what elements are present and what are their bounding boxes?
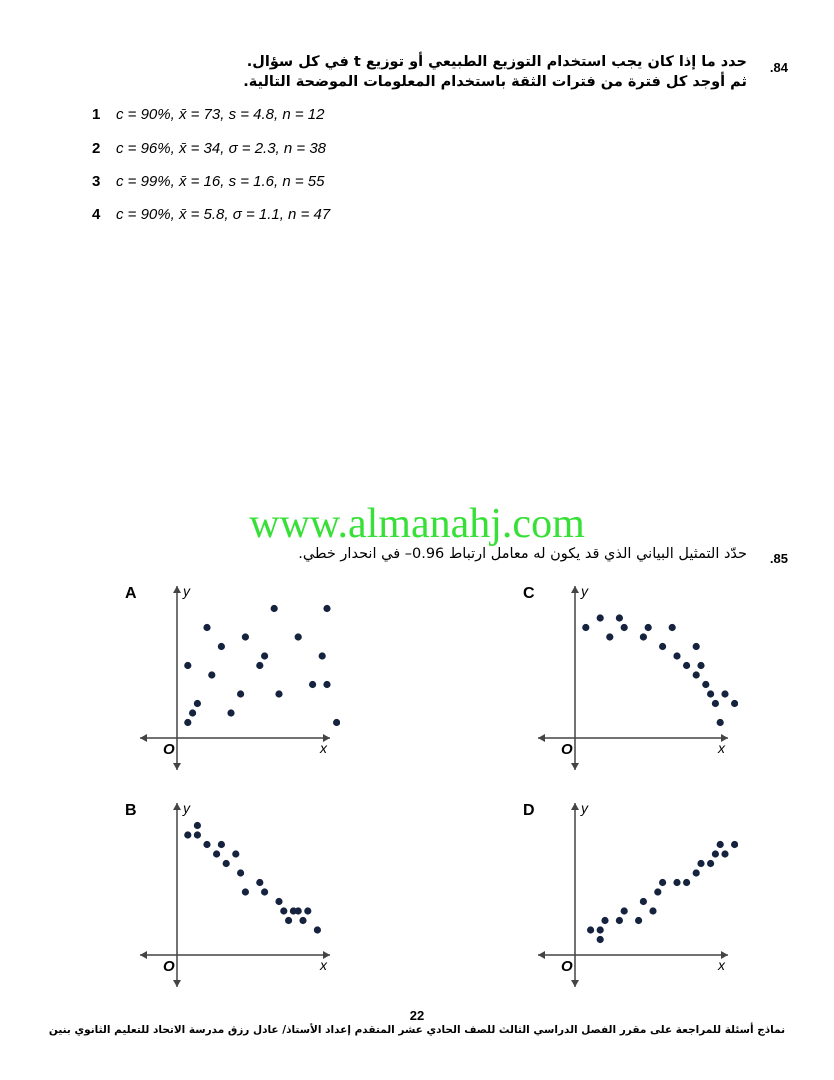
- y-axis-label: y: [581, 800, 588, 816]
- data-point: [194, 822, 201, 829]
- data-point: [323, 605, 330, 612]
- data-point: [184, 831, 191, 838]
- data-point: [693, 869, 700, 876]
- data-point: [587, 926, 594, 933]
- data-point: [189, 709, 196, 716]
- item-formula: c = 96%, x̄ = 34, σ = 2.3, n = 38: [116, 140, 327, 157]
- data-point: [299, 917, 306, 924]
- plot-svg: [518, 578, 738, 778]
- origin-label: O: [163, 958, 175, 975]
- data-point: [227, 709, 234, 716]
- y-axis-arrow-down: [173, 980, 181, 987]
- y-axis-label: y: [183, 583, 190, 599]
- question-85-number: .85: [769, 551, 788, 566]
- data-point: [597, 926, 604, 933]
- data-point: [731, 841, 738, 848]
- scatter-plot-c[interactable]: [518, 578, 738, 778]
- data-point: [203, 841, 210, 848]
- x-axis-label: x: [320, 957, 327, 973]
- plot-label: B: [125, 802, 137, 819]
- data-point: [721, 850, 728, 857]
- y-axis-arrow-up: [571, 803, 579, 810]
- y-axis-arrow-down: [571, 980, 579, 987]
- x-axis-arrow-left: [140, 734, 147, 742]
- data-point: [697, 860, 704, 867]
- scatter-plot-d[interactable]: [518, 795, 738, 995]
- origin-label: O: [163, 741, 175, 758]
- data-point: [635, 917, 642, 924]
- data-point: [717, 841, 724, 848]
- question-85-text: حدّد التمثيل البياني الذي قد يكون له معامل ارتباط 0.96– في انحدار خطي.: [298, 546, 747, 562]
- data-point: [203, 624, 210, 631]
- data-point: [693, 671, 700, 678]
- data-point: [640, 633, 647, 640]
- data-point: [707, 690, 714, 697]
- data-point: [194, 700, 201, 707]
- data-point: [659, 879, 666, 886]
- origin-label: O: [561, 958, 573, 975]
- data-point: [621, 624, 628, 631]
- data-point: [654, 888, 661, 895]
- y-axis-arrow-up: [173, 586, 181, 593]
- data-point: [683, 662, 690, 669]
- plot-label: C: [523, 585, 535, 602]
- watermark: www.almanahj.com: [249, 501, 585, 547]
- item-number: 1: [92, 106, 101, 123]
- data-point: [242, 888, 249, 895]
- item-number: 3: [92, 173, 101, 190]
- scatter-plot-b[interactable]: [120, 795, 340, 995]
- data-point: [683, 879, 690, 886]
- origin-label: O: [561, 741, 573, 758]
- question-84-number: .84: [769, 60, 788, 75]
- x-axis-label: x: [718, 957, 725, 973]
- data-point: [319, 652, 326, 659]
- data-point: [237, 690, 244, 697]
- question-84-text: [127, 52, 747, 92]
- list-item: [92, 206, 330, 223]
- data-point: [295, 633, 302, 640]
- data-point: [673, 652, 680, 659]
- data-point: [702, 681, 709, 688]
- plot-label: D: [523, 802, 535, 819]
- x-axis-arrow-left: [538, 951, 545, 959]
- data-point: [194, 831, 201, 838]
- data-point: [223, 860, 230, 867]
- data-point: [621, 907, 628, 914]
- item-formula: c = 99%, x̄ = 16, s = 1.6, n = 55: [116, 173, 325, 190]
- data-point: [314, 926, 321, 933]
- y-axis-arrow-up: [571, 586, 579, 593]
- data-point: [601, 917, 608, 924]
- page-number: 22: [409, 1008, 425, 1023]
- data-point: [582, 624, 589, 631]
- data-point: [237, 869, 244, 876]
- list-item: [92, 140, 326, 157]
- footer-text: نماذج أسئلة للمراجعة على مقرر الفصل الدراسي الثالث للصف الحادي عشر المتقدم إعداد الأستاذ/ عادل رزق مدرسة الاتحاد للتعليم الثانوي بنين: [48, 1024, 786, 1036]
- data-point: [242, 633, 249, 640]
- data-point: [333, 719, 340, 726]
- plot-svg: [518, 795, 738, 995]
- data-point: [707, 860, 714, 867]
- plot-svg: [120, 578, 340, 778]
- question-84-line2: ثم أوجد كل فترة من فترات الثقة باستخدام المعلومات الموضحة التالية.: [243, 74, 747, 90]
- data-point: [606, 633, 613, 640]
- x-axis-label: x: [718, 740, 725, 756]
- y-axis-arrow-down: [571, 763, 579, 770]
- data-point: [280, 907, 287, 914]
- data-point: [673, 879, 680, 886]
- data-point: [184, 719, 191, 726]
- data-point: [218, 643, 225, 650]
- list-item: [92, 106, 324, 123]
- data-point: [645, 624, 652, 631]
- data-point: [616, 917, 623, 924]
- data-point: [721, 690, 728, 697]
- data-point: [271, 605, 278, 612]
- data-point: [697, 662, 704, 669]
- data-point: [208, 671, 215, 678]
- data-point: [693, 643, 700, 650]
- plot-label: A: [125, 585, 137, 602]
- data-point: [640, 898, 647, 905]
- item-number: 2: [92, 140, 101, 157]
- data-point: [712, 850, 719, 857]
- data-point: [717, 719, 724, 726]
- y-axis-label: y: [581, 583, 588, 599]
- data-point: [669, 624, 676, 631]
- scatter-plot-a[interactable]: [120, 578, 340, 778]
- data-point: [731, 700, 738, 707]
- data-point: [295, 907, 302, 914]
- data-point: [712, 700, 719, 707]
- data-point: [309, 681, 316, 688]
- data-point: [597, 936, 604, 943]
- question-84-line1: حدد ما إذا كان يجب استخدام التوزيع الطبيعي أو توزيع t في كل سؤال.: [246, 54, 747, 70]
- plot-svg: [120, 795, 340, 995]
- y-axis-arrow-up: [173, 803, 181, 810]
- x-axis-arrow-left: [140, 951, 147, 959]
- data-point: [213, 850, 220, 857]
- data-point: [218, 841, 225, 848]
- y-axis-arrow-down: [173, 763, 181, 770]
- data-point: [256, 662, 263, 669]
- data-point: [232, 850, 239, 857]
- data-point: [597, 614, 604, 621]
- item-formula: c = 90%, x̄ = 5.8, σ = 1.1, n = 47: [116, 206, 331, 223]
- data-point: [659, 643, 666, 650]
- data-point: [304, 907, 311, 914]
- data-point: [649, 907, 656, 914]
- item-number: 4: [92, 206, 101, 223]
- item-formula: c = 90%, x̄ = 73, s = 4.8, n = 12: [116, 106, 325, 123]
- data-point: [275, 690, 282, 697]
- data-point: [256, 879, 263, 886]
- data-point: [261, 652, 268, 659]
- list-item: [92, 173, 324, 190]
- x-axis-label: x: [320, 740, 327, 756]
- y-axis-label: y: [183, 800, 190, 816]
- data-point: [323, 681, 330, 688]
- data-point: [261, 888, 268, 895]
- data-point: [184, 662, 191, 669]
- data-point: [616, 614, 623, 621]
- data-point: [285, 917, 292, 924]
- data-point: [275, 898, 282, 905]
- x-axis-arrow-left: [538, 734, 545, 742]
